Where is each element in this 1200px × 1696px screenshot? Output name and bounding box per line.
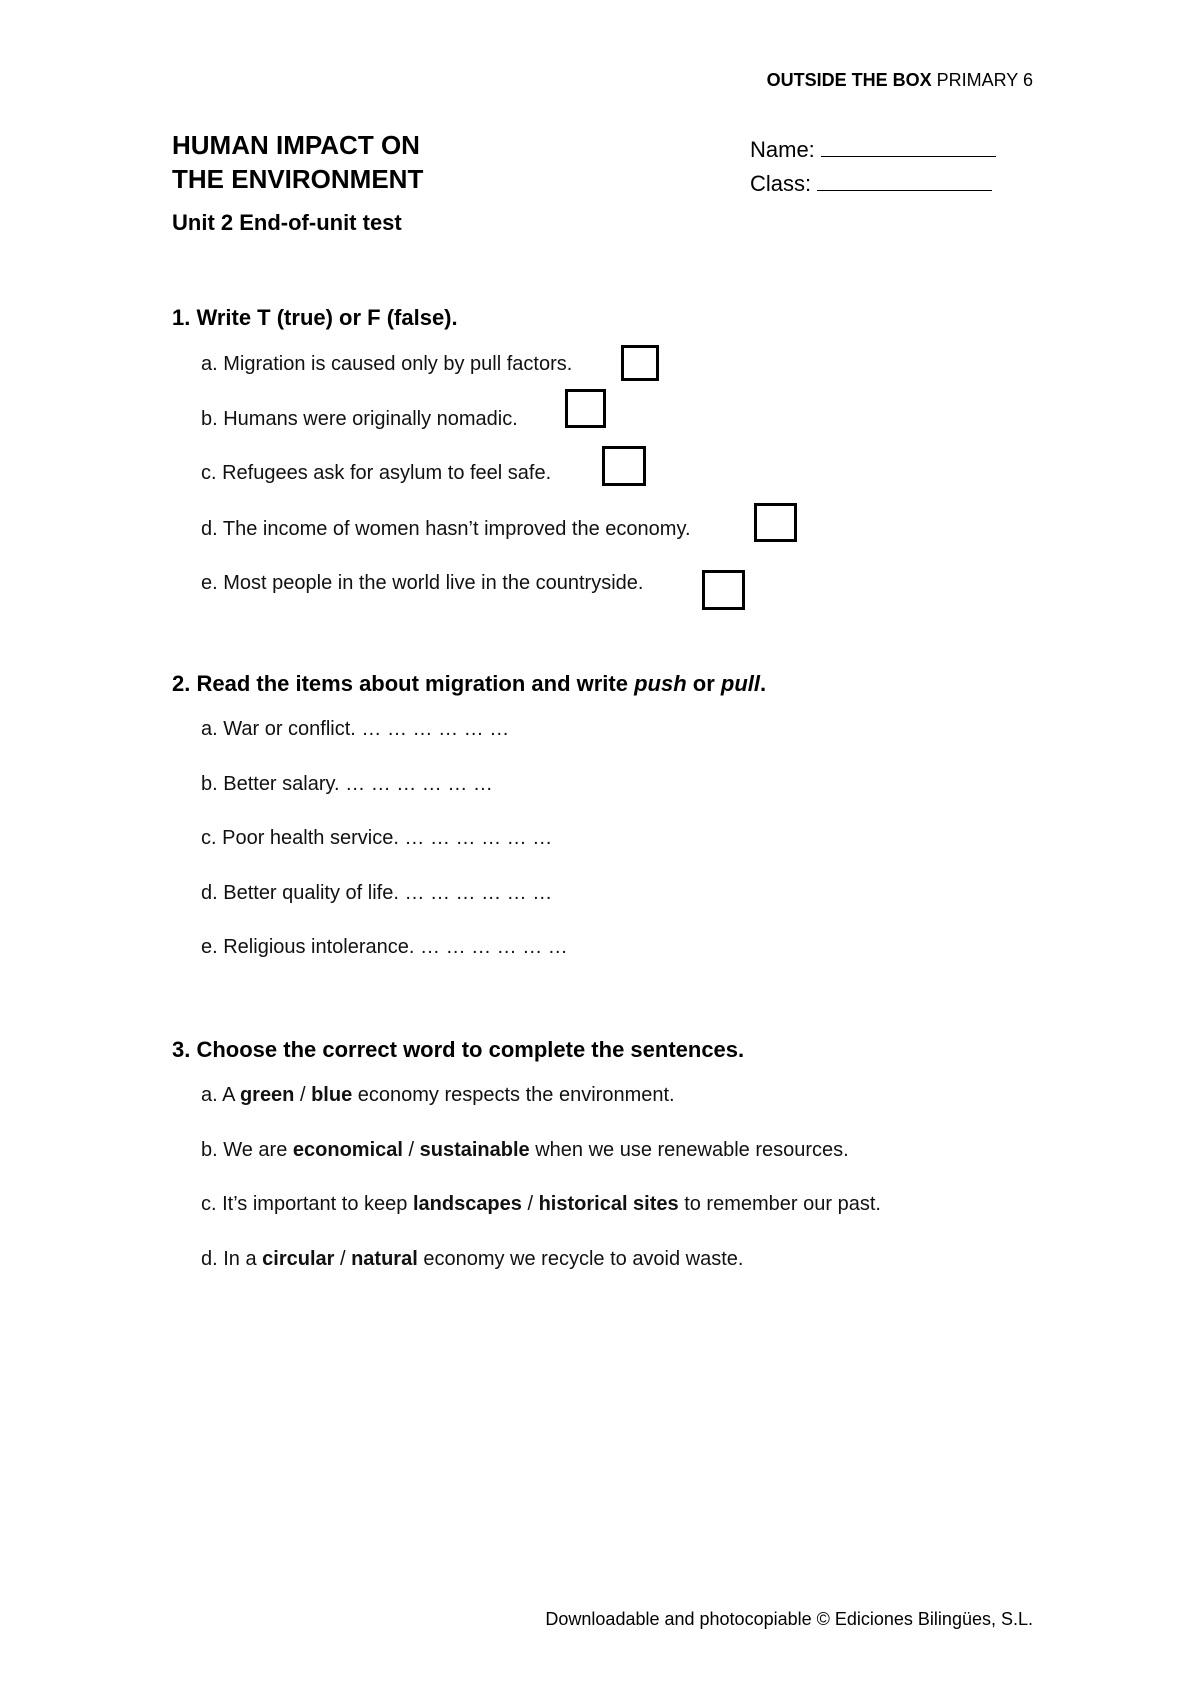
option-sustainable[interactable]: sustainable (419, 1139, 530, 1161)
class-blank-line[interactable] (817, 172, 992, 191)
section-true-false (172, 305, 458, 331)
name-field[interactable] (750, 133, 996, 167)
section-choose-word (172, 1037, 744, 1063)
true-false-item-b: b. Humans were originally nomadic. (201, 408, 518, 430)
sentence-c-end: to remember our past. (678, 1193, 881, 1215)
brand-name: OUTSIDE THE BOX (766, 70, 932, 90)
sentence-d-start: d. In a (201, 1248, 263, 1270)
choose-word-item-c (201, 1193, 881, 1216)
copyright-footer: Downloadable and photocopiable © Ediciones Bilingües, S.L. (545, 1609, 1033, 1629)
section-3-heading: 3. Choose the correct word to complete the sentences. (172, 1037, 745, 1062)
student-fields (750, 133, 996, 201)
name-blank-line[interactable] (821, 138, 996, 157)
sentence-a-end: economy respects the environment. (352, 1084, 675, 1106)
option-natural[interactable]: natural (351, 1248, 418, 1270)
choose-word-item-a (201, 1084, 675, 1107)
sentence-b-start: b. We are (201, 1139, 293, 1161)
section-2-heading-or: or (686, 671, 721, 696)
sentence-c-start: c. It’s important to keep (201, 1193, 413, 1215)
page-subtitle: Unit 2 End-of-unit test (172, 210, 402, 235)
option-circular[interactable]: circular (262, 1248, 335, 1270)
title-block (172, 128, 423, 236)
sentence-a-start: a. A (201, 1084, 240, 1106)
answer-box-d[interactable] (754, 503, 797, 542)
page-title-line-1: HUMAN IMPACT ON (172, 130, 420, 160)
choose-word-item-d (201, 1248, 743, 1271)
answer-box-b[interactable] (565, 389, 606, 428)
option-economical[interactable]: economical (292, 1139, 403, 1161)
section-2-heading-pull: pull (720, 671, 760, 696)
section-2-heading-end: . (759, 671, 767, 696)
push-pull-item-b: b. Better salary. … … … … … … (201, 773, 493, 795)
true-false-item-e: e. Most people in the world live in the countryside. (201, 572, 644, 594)
section-2-heading-push: push (634, 671, 687, 696)
choose-word-item-b (201, 1139, 849, 1162)
option-blue[interactable]: blue (311, 1084, 353, 1106)
true-false-item-a: a. Migration is caused only by pull factors. (201, 353, 573, 375)
answer-box-c[interactable] (602, 446, 646, 486)
option-green[interactable]: green (239, 1084, 295, 1106)
true-false-item-d: d. The income of women hasn’t improved the economy. (201, 518, 691, 540)
option-landscapes[interactable]: landscapes (412, 1193, 522, 1215)
section-push-pull (172, 671, 766, 697)
answer-box-a[interactable] (621, 345, 659, 381)
option-separator: / (334, 1248, 352, 1270)
section-1-heading: 1. Write T (true) or F (false). (172, 305, 458, 330)
option-separator: / (402, 1139, 420, 1161)
option-historical-sites[interactable]: historical sites (538, 1193, 679, 1215)
push-pull-item-e: e. Religious intolerance. … … … … … … (201, 936, 568, 958)
push-pull-item-d: d. Better quality of life. … … … … … … (201, 882, 553, 904)
sentence-b-end: when we use renewable resources. (529, 1139, 849, 1161)
name-label: Name: (750, 137, 815, 162)
class-label: Class: (750, 171, 812, 196)
class-field[interactable] (750, 167, 996, 201)
true-false-item-c: c. Refugees ask for asylum to feel safe. (201, 462, 552, 484)
page-title-line-2: THE ENVIRONMENT (172, 164, 424, 194)
section-2-heading (172, 671, 766, 697)
brand-header (767, 70, 1033, 91)
sentence-d-end: economy we recycle to avoid waste. (417, 1248, 744, 1270)
option-separator: / (521, 1193, 539, 1215)
section-2-heading-start: 2. Read the items about migration and write (172, 671, 635, 696)
brand-level: PRIMARY 6 (931, 70, 1033, 90)
option-separator: / (294, 1084, 312, 1106)
push-pull-item-a: a. War or conflict. … … … … … … (201, 718, 510, 740)
push-pull-item-c: c. Poor health service. … … … … … … (201, 827, 553, 849)
answer-box-e[interactable] (702, 570, 745, 610)
